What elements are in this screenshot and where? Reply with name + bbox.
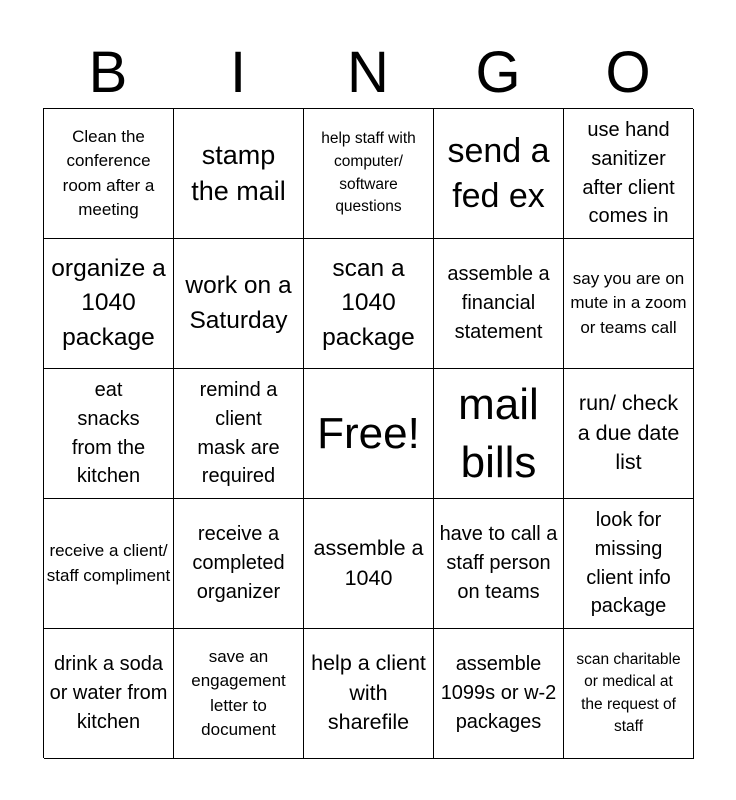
bingo-cell-3-4[interactable] [434, 369, 564, 499]
bingo-cell-3-5[interactable] [564, 369, 694, 499]
cell-text: run/ check a due date list [577, 391, 680, 475]
bingo-cell-2-4[interactable] [434, 239, 564, 369]
cell-text: stamp the mail [191, 140, 286, 206]
cell-text: save an engagement letter to document [191, 647, 286, 739]
bingo-cell-4-4[interactable] [434, 499, 564, 629]
cell-text: mail bills [458, 380, 539, 487]
bingo-cell-5-1[interactable] [44, 629, 174, 759]
header-letter-i: I [229, 40, 247, 105]
bingo-cell-5-4[interactable] [434, 629, 564, 759]
cell-text: drink a soda or water from kitchen [49, 653, 168, 733]
cell-text: send a fed ex [447, 132, 550, 215]
cell-text: assemble a financial statement [447, 263, 550, 343]
bingo-cell-4-2[interactable] [174, 499, 304, 629]
bingo-cell-5-5[interactable] [564, 629, 694, 759]
bingo-cell-5-2[interactable] [174, 629, 304, 759]
bingo-cell-1-4[interactable] [434, 109, 564, 239]
cell-text: look for missing client info package [586, 508, 671, 618]
cell-text: have to call a staff person on teams [439, 523, 558, 603]
bingo-grid [43, 108, 693, 758]
cell-text: Free! [317, 408, 420, 458]
header-letter-n: N [347, 40, 389, 105]
cell-text: work on a Saturday [185, 272, 292, 334]
bingo-cell-free[interactable] [304, 369, 434, 499]
cell-text: remind a client mask are required [197, 378, 280, 488]
cell-text: help staff with computer/ software questions [321, 130, 416, 216]
cell-text: Clean the conference room after a meeting [62, 127, 155, 219]
bingo-cell-2-2[interactable] [174, 239, 304, 369]
cell-text: receive a client/ staff compliment [46, 541, 171, 585]
bingo-cell-1-1[interactable] [44, 109, 174, 239]
bingo-cell-4-1[interactable] [44, 499, 174, 629]
header-letter-g: G [475, 40, 521, 105]
cell-text: help a client with sharefile [311, 651, 426, 735]
bingo-header [43, 38, 693, 108]
cell-text: assemble a 1040 [313, 535, 424, 590]
bingo-cell-4-5[interactable] [564, 499, 694, 629]
bingo-cell-1-5[interactable] [564, 109, 694, 239]
bingo-cell-1-3[interactable] [304, 109, 434, 239]
bingo-cell-1-2[interactable] [174, 109, 304, 239]
header-letter-b: B [88, 40, 128, 105]
bingo-cell-2-5[interactable] [564, 239, 694, 369]
cell-text: use hand sanitizer after client comes in [582, 118, 675, 228]
bingo-cell-2-1[interactable] [44, 239, 174, 369]
bingo-cell-3-2[interactable] [174, 369, 304, 499]
bingo-cell-4-3[interactable] [304, 499, 434, 629]
cell-text: eat snacks from the kitchen [71, 378, 146, 488]
bingo-cell-5-3[interactable] [304, 629, 434, 759]
bingo-cell-3-1[interactable] [44, 369, 174, 499]
cell-text: say you are on mute in a zoom or teams call [570, 269, 687, 337]
cell-text: scan a 1040 package [322, 255, 415, 351]
bingo-cell-2-3[interactable] [304, 239, 434, 369]
cell-text: receive a completed organizer [192, 523, 285, 603]
header-letter-o: O [605, 40, 651, 105]
cell-text: organize a 1040 package [51, 255, 166, 351]
cell-text: assemble 1099s or w-2 packages [440, 653, 557, 733]
cell-text: scan charitable or medical at the request of staff [576, 650, 681, 735]
